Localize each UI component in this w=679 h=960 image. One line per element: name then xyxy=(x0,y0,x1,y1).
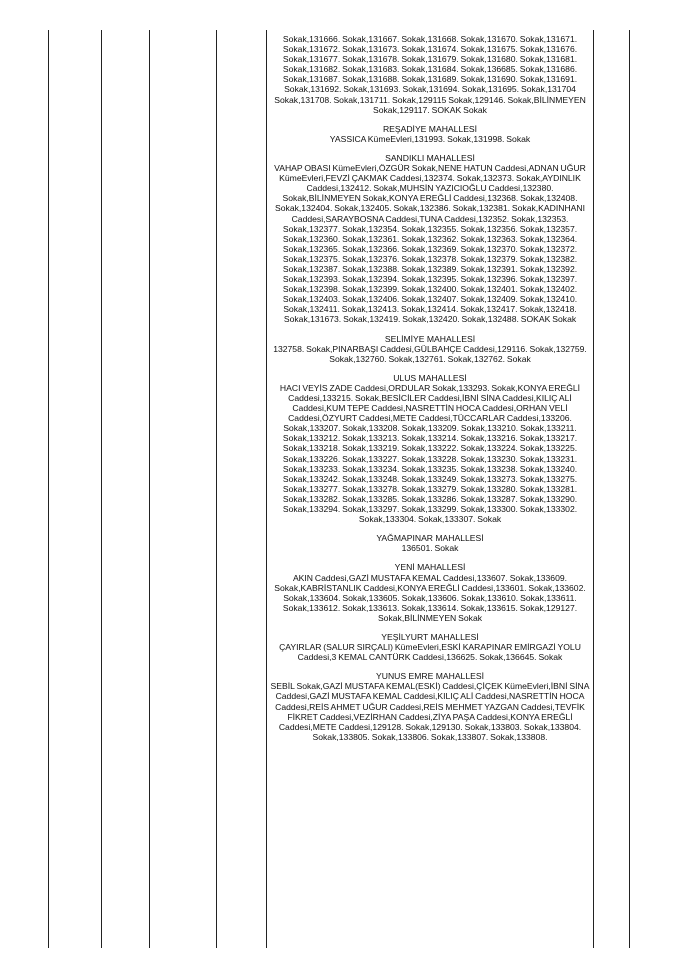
street-list: ÇAYIRLAR (SALUR SIRÇALI) KümeEvleri,ESKİ KARAPINAR EMİRGAZİ YOLU Caddesi,3 KEMAL CANTÜRK Caddesi,136625. Sokak,136645. Sokak xyxy=(279,642,581,663)
neighborhood-section xyxy=(270,671,590,742)
neighborhood-title: YENİ MAHALLESİ xyxy=(394,562,466,573)
street-list: SEBİL Sokak,GAZİ MUSTAFA KEMAL(ESKİ) Caddesi,ÇİÇEK KümeEvleri,İBNİ SİNA Caddesi,GAZİ MUSTAFA KEMAL Caddesi,KILIÇ ALİ Caddesi,NASRETTİN HOCA Caddesi,REİS AHMET UĞUR Caddesi,REİS MEHMET YAZGAN Caddesi,TEVFİK FİKRET Caddesi,VEZİRHAN Caddesi,ZİYA PAŞA Caddesi,KONYA EREĞLİ Caddesi,METE Caddesi,129128. Sokak,129130. Sokak,133803. Sokak,133804. Sokak,133805. Sokak,133806. Sokak,133807. Sokak,133808. xyxy=(270,681,590,742)
column-divider xyxy=(266,30,267,948)
street-list: VAHAP OBASI KümeEvleri,ÖZGÜR Sokak,NENE HATUN Caddesi,ADNAN UĞUR KümeEvleri,FEVZİ ÇAKMAK Caddesi,132374. Sokak,132373. Sokak,AYDINLIK Caddesi,132412. Sokak,MUHSİN YAZICIOĞLU Caddesi,132380. Sokak,BİLİNMEYEN Sokak,KONYA EREĞLİ Caddesi,132368. Sokak,132408. Sokak,132404. Sokak,132405. Sokak,132386. Sokak,132381. Sokak,KADINHANI Caddesi,SARAYBOSNA Caddesi,TUNA Caddesi,132352. Sokak,132353. Sokak,132377. Sokak,132354. Sokak,132355. Sokak,132356. Sokak,132357. Sokak,132360. Sokak,132361. Sokak,132362. Sokak,132363. Sokak,132364. Sokak,132365. Sokak,132366. Sokak,132369. Sokak,132370. Sokak,132372. Sokak,132375. Sokak,132376. Sokak,132378. Sokak,132379. Sokak,132382. Sokak,132387. Sokak,132388. Sokak,132389. Sokak,132391. Sokak,132392. Sokak,132393. Sokak,132394. Sokak,132395. Sokak,132396. Sokak,132397. Sokak,132398. Sokak,132399. Sokak,132400. Sokak,132401. Sokak,132402. Sokak,132403. Sokak,132406. Sokak,132407. Sokak,132409. Sokak,132410. Sokak,132411. Sokak,132413. Sokak,132414. Sokak,132417. Sokak,132418. Sokak,131673. Sokak,132419. Sokak,132420. Sokak,132488. SOKAK Sokak xyxy=(274,163,586,325)
neighborhood-title: SELİMİYE MAHALLESİ xyxy=(384,333,476,344)
neighborhood-section xyxy=(270,124,590,144)
neighborhood-section xyxy=(270,533,590,553)
neighborhood-section xyxy=(270,632,590,662)
street-list: 132758. Sokak,PINARBAŞI Caddesi,GÜLBAHÇE Caddesi,129116. Sokak,132759. Sokak,132760. Sokak,132761. Sokak,132762. Sokak xyxy=(273,343,587,364)
neighborhood-title: ULUS MAHALLESİ xyxy=(393,372,467,383)
neighborhood-title: YAĞMAPINAR MAHALLESİ xyxy=(376,533,484,544)
neighborhood-section xyxy=(270,373,590,524)
neighborhood-title: REŞADİYE MAHALLESİ xyxy=(382,123,478,134)
neighborhood-section xyxy=(270,562,590,623)
street-list: YASSICA KümeEvleri,131993. Sokak,131998. Sokak xyxy=(329,133,531,144)
neighborhood-section xyxy=(270,153,590,325)
street-list: HACI VEYİS ZADE Caddesi,ORDULAR Sokak,133293. Sokak,KONYA EREĞLİ Caddesi,133215. Sokak,BESİCİLER Caddesi,İBNİ SİNA Caddesi,KILIÇ ALİ Caddesi,KUM TEPE Caddesi,NASRETTİN HOCA Caddesi,ORHAN VELİ Caddesi,ÖZYURT Caddesi,METE Caddesi,TÜCCARLAR Caddesi,133206. Sokak,133207. Sokak,133208. Sokak,133209. Sokak,133210. Sokak,133211. Sokak,133212. Sokak,133213. Sokak,133214. Sokak,133216. Sokak,133217. Sokak,133218. Sokak,133219. Sokak,133222. Sokak,133224. Sokak,133225. Sokak,133226. Sokak,133227. Sokak,133228. Sokak,133230. Sokak,133231. Sokak,133233. Sokak,133234. Sokak,133235. Sokak,133238. Sokak,133240. Sokak,133242. Sokak,133248. Sokak,133249. Sokak,133273. Sokak,133275. Sokak,133277. Sokak,133278. Sokak,133279. Sokak,133280. Sokak,133281. Sokak,133282. Sokak,133285. Sokak,133286. Sokak,133287. Sokak,133290. Sokak,133294. Sokak,133297. Sokak,133299. Sokak,133300. Sokak,133302. Sokak,133304. Sokak,133307. Sokak xyxy=(279,382,581,525)
column-divider xyxy=(48,30,49,948)
street-list: Sokak,131666. Sokak,131667. Sokak,131668. Sokak,131670. Sokak,131671. Sokak,131672. Sokak,131673. Sokak,131674. Sokak,131675. Sokak,131676. Sokak,131677. Sokak,131678. Sokak,131679. Sokak,131680. Sokak,131681. Sokak,131682. Sokak,131683. Sokak,131684. Sokak,136685. Sokak,131686. Sokak,131687. Sokak,131688. Sokak,131689. Sokak,131690. Sokak,131691. Sokak,131692. Sokak,131693. Sokak,131694. Sokak,131695. Sokak,131704 Sokak,131708. Sokak,131711. Sokak,129115 Sokak,129146. Sokak,BİLİNMEYEN Sokak,129117. SOKAK Sokak xyxy=(274,34,586,115)
column-divider xyxy=(101,30,102,948)
column-divider xyxy=(593,30,594,948)
street-list: 136501. Sokak xyxy=(401,543,459,554)
neighborhood-title: YEŞİLYURT MAHALLESİ xyxy=(381,631,479,642)
neighborhood-section xyxy=(270,34,590,115)
street-list-cell xyxy=(270,34,590,751)
column-divider xyxy=(629,30,630,948)
street-list: AKIN Caddesi,GAZİ MUSTAFA KEMAL Caddesi,133607. Sokak,133609. Sokak,KABRİSTANLIK Caddesi,KONYA EREĞLİ Caddesi,133601. Sokak,133602. Sokak,133604. Sokak,133605. Sokak,133606. Sokak,133610. Sokak,133611. Sokak,133612. Sokak,133613. Sokak,133614. Sokak,133615. Sokak,129127. Sokak,BİLİNMEYEN Sokak xyxy=(274,572,586,623)
column-divider xyxy=(149,30,150,948)
column-divider xyxy=(216,30,217,948)
neighborhood-title: SANDIKLI MAHALLESİ xyxy=(385,152,475,163)
neighborhood-section xyxy=(270,334,590,364)
neighborhood-title: YUNUS EMRE MAHALLESİ xyxy=(376,671,484,682)
